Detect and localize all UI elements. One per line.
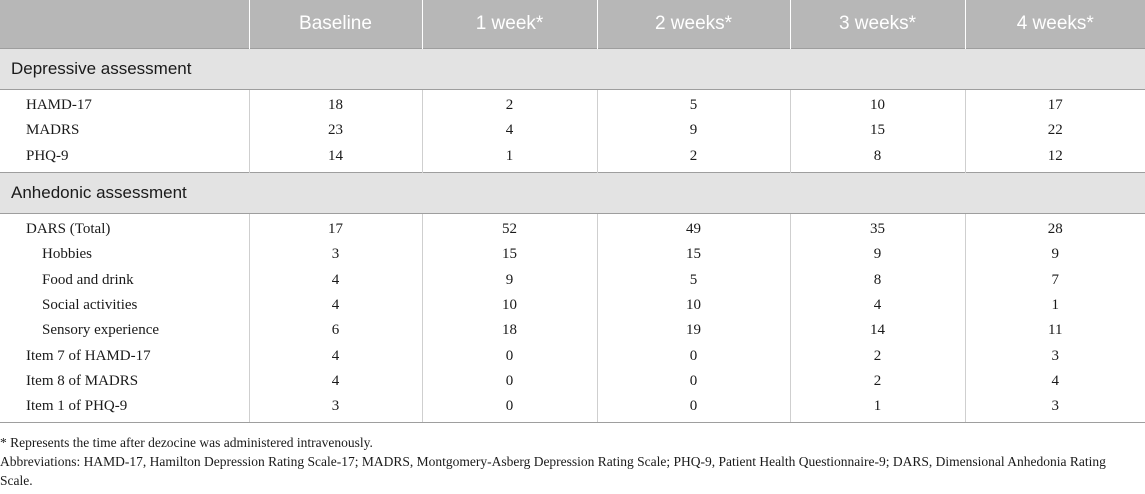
table-footnotes	[0, 423, 1130, 490]
cell-value: 10	[422, 293, 597, 318]
cell-value: 15	[597, 242, 790, 267]
table-row	[0, 144, 1145, 173]
cell-value: 17	[249, 213, 422, 242]
cell-value: 12	[965, 144, 1145, 173]
footnote-asterisk: * Represents the time after dezocine was administered intravenously.	[0, 435, 373, 451]
cell-value: 0	[422, 369, 597, 394]
header-row	[0, 0, 1145, 49]
cell-value: 19	[597, 318, 790, 343]
cell-value: 2	[790, 343, 965, 368]
row-label: Hobbies	[42, 246, 92, 263]
cell-value: 4	[249, 369, 422, 394]
cell-value: 2	[790, 369, 965, 394]
cell-value: 1	[790, 394, 965, 422]
cell-value: 3	[249, 242, 422, 267]
table-row	[0, 90, 1145, 119]
cell-value: 8	[790, 267, 965, 292]
table-row	[0, 267, 1145, 292]
cell-value: 4	[965, 369, 1145, 394]
row-label: Food and drink	[42, 271, 134, 288]
cell-value: 9	[790, 242, 965, 267]
table-row	[0, 293, 1145, 318]
table-row	[0, 213, 1145, 242]
cell-value: 1	[422, 144, 597, 173]
header-cell-3: 2 weeks*	[597, 0, 790, 49]
row-label: PHQ-9	[26, 147, 69, 164]
cell-value: 0	[597, 343, 790, 368]
cell-value: 18	[249, 90, 422, 119]
cell-value: 3	[965, 343, 1145, 368]
cell-value: 1	[965, 293, 1145, 318]
header-cell-label	[0, 0, 249, 49]
cell-value: 4	[422, 118, 597, 143]
cell-value: 18	[422, 318, 597, 343]
cell-value: 4	[790, 293, 965, 318]
header-cell-4: 3 weeks*	[790, 0, 965, 49]
cell-value: 5	[597, 90, 790, 119]
cell-value: 6	[249, 318, 422, 343]
table-header	[0, 0, 1145, 49]
cell-value: 10	[597, 293, 790, 318]
cell-value: 4	[249, 343, 422, 368]
cell-value: 52	[422, 213, 597, 242]
cell-value: 5	[597, 267, 790, 292]
section-title: Depressive assessment	[0, 49, 1145, 90]
row-label: HAMD-17	[26, 97, 92, 114]
cell-value: 2	[422, 90, 597, 119]
cell-value: 28	[965, 213, 1145, 242]
cell-value: 4	[249, 293, 422, 318]
table-body	[0, 49, 1145, 423]
row-label: Item 8 of MADRS	[26, 372, 139, 389]
table-row	[0, 394, 1145, 422]
cell-value: 11	[965, 318, 1145, 343]
cell-value: 0	[597, 394, 790, 422]
section-header-row	[0, 49, 1145, 90]
row-label: MADRS	[26, 122, 80, 139]
cell-value: 17	[965, 90, 1145, 119]
cell-value: 8	[790, 144, 965, 173]
cell-value: 9	[965, 242, 1145, 267]
cell-value: 7	[965, 267, 1145, 292]
section-header-row	[0, 172, 1145, 213]
row-label: Item 7 of HAMD-17	[26, 347, 151, 364]
cell-value: 15	[422, 242, 597, 267]
cell-value: 3	[249, 394, 422, 422]
row-label: Item 1 of PHQ-9	[26, 398, 128, 415]
table-row	[0, 118, 1145, 143]
row-label: Social activities	[42, 296, 138, 313]
row-label: Sensory experience	[42, 322, 160, 339]
cell-value: 0	[597, 369, 790, 394]
row-label: DARS (Total)	[26, 221, 111, 238]
table-row	[0, 318, 1145, 343]
table-row	[0, 343, 1145, 368]
cell-value: 2	[597, 144, 790, 173]
cell-value: 22	[965, 118, 1145, 143]
header-cell-1: Baseline	[249, 0, 422, 49]
header-cell-5: 4 weeks*	[965, 0, 1145, 49]
cell-value: 3	[965, 394, 1145, 422]
cell-value: 10	[790, 90, 965, 119]
cell-value: 49	[597, 213, 790, 242]
cell-value: 4	[249, 267, 422, 292]
cell-value: 35	[790, 213, 965, 242]
header-cell-2: 1 week*	[422, 0, 597, 49]
cell-value: 0	[422, 343, 597, 368]
cell-value: 9	[597, 118, 790, 143]
table-row	[0, 369, 1145, 394]
cell-value: 14	[790, 318, 965, 343]
section-title: Anhedonic assessment	[0, 172, 1145, 213]
cell-value: 15	[790, 118, 965, 143]
table-row	[0, 242, 1145, 267]
footnote-abbreviations: Abbreviations: HAMD-17, Hamilton Depression Rating Scale-17; MADRS, Montgomery-Asberg Depression Rating Scale; PHQ-9, Patient Health Questionnaire-9; DARS, Dimensional Anhedonia Rating Scale.	[0, 454, 1106, 489]
cell-value: 9	[422, 267, 597, 292]
cell-value: 0	[422, 394, 597, 422]
cell-value: 14	[249, 144, 422, 173]
cell-value: 23	[249, 118, 422, 143]
